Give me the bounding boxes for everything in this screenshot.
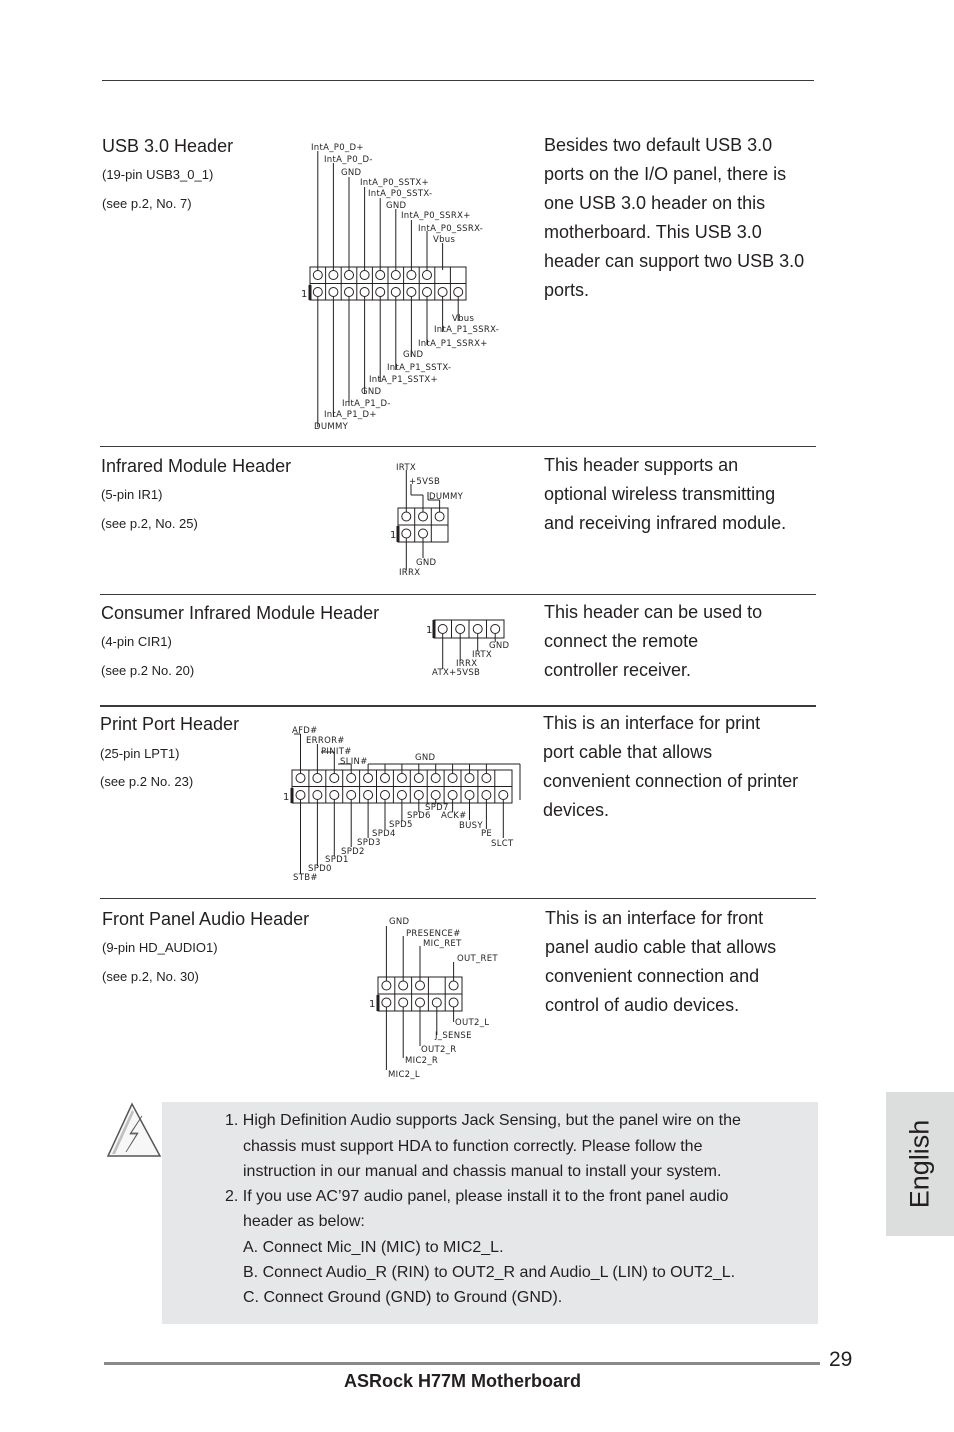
svg-text:Vbus: Vbus — [433, 235, 456, 245]
svg-text:SPD0: SPD0 — [308, 864, 332, 874]
ir-page-ref: (see p.2, No. 25) — [101, 516, 198, 531]
svg-text:IntA_P1_SSRX-: IntA_P1_SSRX- — [434, 325, 500, 335]
note-line: C. Connect Ground (GND) to Ground (GND). — [243, 1289, 563, 1306]
ir-description: This header supports an optional wireless transmitting and receiving infrared module. — [544, 455, 787, 533]
audio-page-ref: (see p.2, No. 30) — [102, 969, 199, 984]
svg-text:PINIT#: PINIT# — [321, 747, 352, 757]
svg-text:GND: GND — [341, 168, 362, 178]
svg-text:GND: GND — [403, 350, 424, 360]
svg-text:IntA_P0_SSTX-: IntA_P0_SSTX- — [368, 189, 433, 199]
svg-text:IntA_P1_SSRX+: IntA_P1_SSRX+ — [418, 339, 488, 349]
cir-pin-one-marker: 1 — [426, 625, 433, 636]
svg-text:GND: GND — [386, 201, 407, 211]
svg-text:IntA_P1_SSTX-: IntA_P1_SSTX- — [387, 363, 452, 373]
audio-description: This is an interface for front panel audio cable that allows convenient connection and control of audio devices. — [545, 908, 777, 1015]
svg-text:IntA_P0_SSRX+: IntA_P0_SSRX+ — [401, 211, 471, 221]
svg-text:MIC2_L: MIC2_L — [388, 1070, 420, 1080]
ir-header-title: Infrared Module Header — [101, 456, 292, 476]
svg-text:IntA_P1_D-: IntA_P1_D- — [342, 399, 391, 409]
svg-text:ERROR#: ERROR# — [306, 736, 345, 746]
lpt-header-title: Print Port Header — [100, 714, 240, 734]
svg-text:SPD6: SPD6 — [407, 811, 431, 821]
cir-page-ref: (see p.2 No. 20) — [101, 663, 195, 678]
lpt-page-ref: (see p.2 No. 23) — [100, 774, 194, 789]
svg-text:OUT2_L: OUT2_L — [455, 1018, 490, 1028]
divider-4 — [100, 898, 816, 899]
note-line: chassis must support HDA to function correctly. Please follow the — [243, 1138, 703, 1155]
note-line: instruction in our manual and chassis manual to install your system. — [243, 1163, 722, 1180]
svg-text:DUMMY: DUMMY — [429, 492, 464, 502]
svg-text:SPD7: SPD7 — [425, 803, 449, 813]
usb3-pin-one-marker: 1 — [301, 289, 308, 300]
cir-header-title: Consumer Infrared Module Header — [101, 603, 380, 623]
svg-text:OUT_RET: OUT_RET — [457, 954, 498, 964]
svg-text:GND: GND — [415, 753, 436, 763]
svg-text:GND: GND — [416, 558, 437, 568]
usb3-header-title: USB 3.0 Header — [102, 136, 234, 156]
page-number: 29 — [829, 1348, 853, 1371]
svg-text:ACK#: ACK# — [441, 811, 467, 821]
svg-text:DUMMY: DUMMY — [314, 422, 349, 432]
svg-text:GND: GND — [489, 641, 510, 651]
cir-pin-count: (4-pin CIR1) — [101, 634, 172, 649]
language-tab[interactable]: English — [886, 1092, 954, 1236]
usb3-page-ref: (see p.2, No. 7) — [102, 196, 192, 211]
audio-pin-count: (9-pin HD_AUDIO1) — [102, 940, 218, 955]
svg-text:SPD3: SPD3 — [357, 838, 381, 848]
audio-pin-one-marker: 1 — [369, 999, 376, 1010]
svg-text:SPD4: SPD4 — [372, 829, 396, 839]
svg-text:BUSY: BUSY — [459, 821, 483, 831]
svg-text:Vbus: Vbus — [452, 314, 475, 324]
warning-lightning-icon — [102, 1100, 164, 1160]
ir-pin-one-marker: 1 — [390, 530, 397, 541]
note-line: 2. If you use AC’97 audio panel, please install it to the front panel audio — [225, 1188, 729, 1205]
divider-3 — [100, 705, 816, 707]
ir-pin-count: (5-pin IR1) — [101, 487, 163, 502]
svg-text:IRTX: IRTX — [396, 463, 417, 473]
svg-text:SPD1: SPD1 — [325, 855, 349, 865]
svg-text:SLCT: SLCT — [491, 839, 514, 849]
footer-rule — [104, 1362, 820, 1365]
svg-text:STB#: STB# — [293, 873, 318, 883]
svg-text:MIC_RET: MIC_RET — [423, 939, 462, 949]
svg-text:J_SENSE: J_SENSE — [435, 1031, 472, 1041]
svg-text:IntA_P1_SSTX+: IntA_P1_SSTX+ — [369, 375, 438, 385]
lpt-pin-count: (25-pin LPT1) — [100, 746, 180, 761]
svg-text:ATX+5VSB: ATX+5VSB — [432, 668, 481, 678]
svg-text:GND: GND — [361, 387, 382, 397]
divider-2 — [100, 594, 816, 595]
svg-text:+5VSB: +5VSB — [409, 477, 441, 487]
lpt-description: This is an interface for print port cable that allows convenient connection of printer devices. — [543, 713, 799, 820]
svg-text:GND: GND — [389, 917, 410, 927]
svg-text:IntA_P0_SSRX-: IntA_P0_SSRX- — [418, 224, 484, 234]
top-rule — [102, 80, 814, 81]
svg-text:IntA_P0_D+: IntA_P0_D+ — [311, 143, 364, 153]
audio-header-title: Front Panel Audio Header — [102, 909, 310, 929]
svg-text:IntA_P1_D+: IntA_P1_D+ — [324, 410, 377, 420]
svg-text:IntA_P0_D-: IntA_P0_D- — [324, 155, 373, 165]
svg-text:IRTX: IRTX — [472, 650, 493, 660]
usb3-pin-count: (19-pin USB3_0_1) — [102, 167, 214, 182]
note-line: 1. High Definition Audio supports Jack Sensing, but the panel wire on the — [225, 1112, 741, 1129]
svg-text:SPD5: SPD5 — [389, 820, 413, 830]
note-line: header as below: — [243, 1213, 365, 1230]
usb3-description: Besides two default USB 3.0 ports on the I/O panel, there is one USB 3.0 header on this motherboard. This USB 3.0 header can support two USB 3.0 ports. — [544, 135, 805, 300]
divider-1 — [100, 446, 816, 447]
note-line: B. Connect Audio_R (RIN) to OUT2_R and Audio_L (LIN) to OUT2_L. — [243, 1264, 736, 1281]
note-line: A. Connect Mic_IN (MIC) to MIC2_L. — [243, 1239, 504, 1256]
svg-text:SPD2: SPD2 — [341, 847, 365, 857]
svg-text:MIC2_R: MIC2_R — [405, 1056, 439, 1066]
lpt-pin-one-marker: 1 — [283, 792, 290, 803]
svg-text:IntA_P0_SSTX+: IntA_P0_SSTX+ — [360, 178, 429, 188]
svg-text:SLIN#: SLIN# — [340, 757, 368, 767]
svg-text:IRRX: IRRX — [456, 659, 478, 669]
footer-title: ASRock H77M Motherboard — [344, 1371, 582, 1391]
svg-text:IRRX: IRRX — [399, 568, 421, 578]
svg-text:AFD#: AFD# — [292, 726, 318, 736]
cir-description: This header can be used to connect the remote controller receiver. — [544, 602, 763, 680]
svg-text:PRESENCE#: PRESENCE# — [406, 929, 461, 939]
svg-text:OUT2_R: OUT2_R — [421, 1045, 457, 1055]
svg-text:PE: PE — [481, 829, 493, 839]
